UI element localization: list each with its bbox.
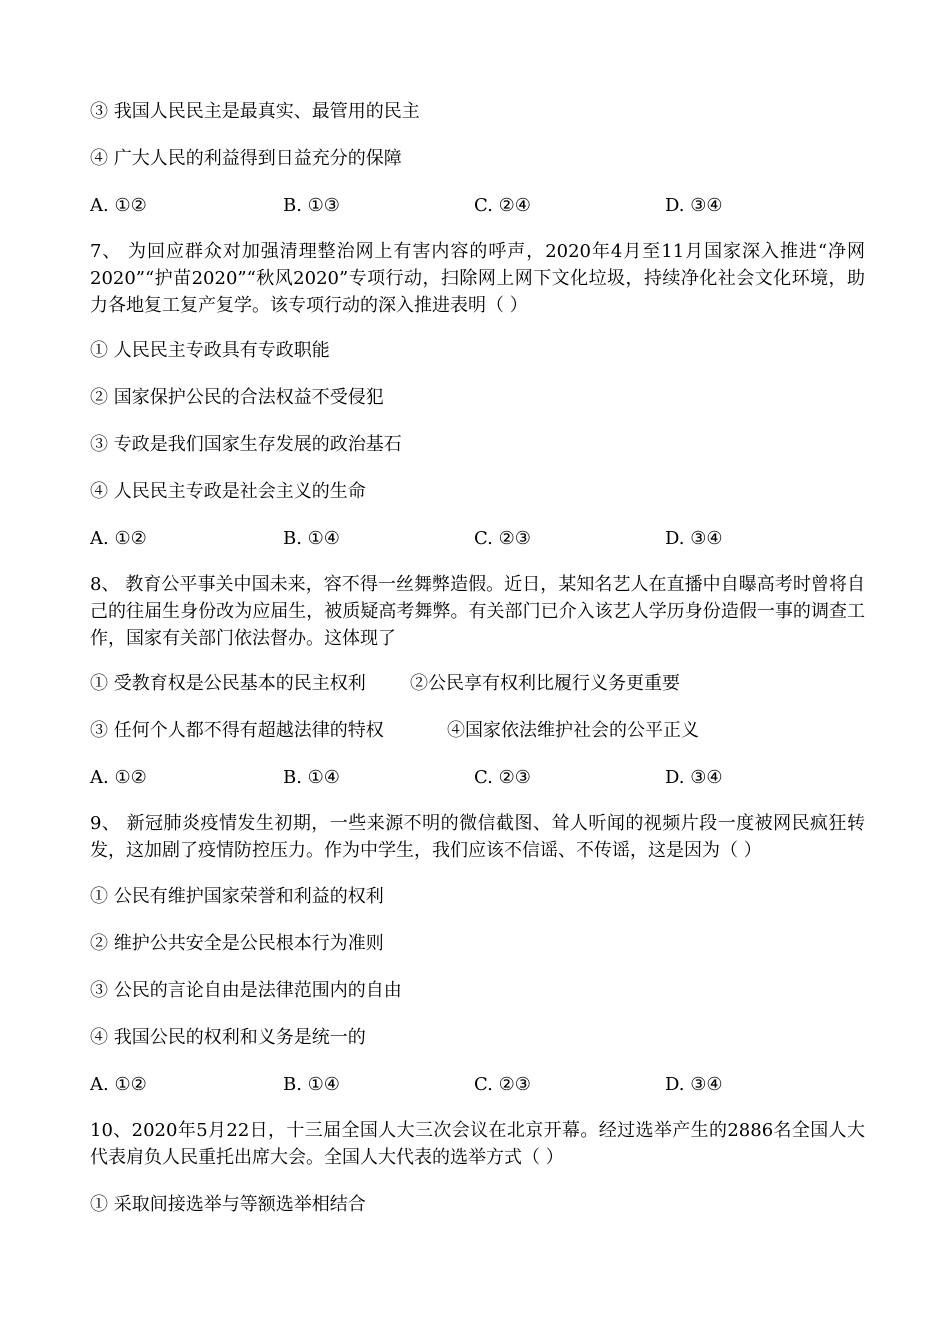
q8-stem: 8、 教育公平事关中国未来，容不得一丝舞弊造假。近日，某知名艺人在直播中自曝高考时曾将自己的往届生身份改为应届生，被质疑高考舞弊。有关部门已介入该艺人学历身份造假一事的调查工作，国家有关部门依法督办。这体现了 (90, 574, 865, 649)
q6-option-a[interactable]: A. ①② (90, 195, 147, 216)
q8-option-b[interactable]: B. ①④ (283, 767, 340, 788)
q8-option-d[interactable]: D. ③④ (665, 767, 723, 788)
q9-option-b[interactable]: B. ①④ (283, 1074, 340, 1095)
q7-option-c[interactable]: C. ②③ (474, 528, 531, 549)
q6-statement-4: ④ 广大人民的利益得到日益充分的保障 (90, 148, 402, 169)
q9-option-a[interactable]: A. ①② (90, 1074, 147, 1095)
q7-option-a[interactable]: A. ①② (90, 528, 147, 549)
q10-statement-1: ① 采取间接选举与等额选举相结合 (90, 1194, 366, 1215)
q9-statement-4: ④ 我国公民的权利和义务是统一的 (90, 1027, 366, 1048)
q9-option-c[interactable]: C. ②③ (474, 1074, 531, 1095)
q8-option-c[interactable]: C. ②③ (474, 767, 531, 788)
q9-statement-2: ② 维护公共安全是公民根本行为准则 (90, 933, 384, 954)
q7-stem: 7、 为回应群众对加强清理整治网上有害内容的呼声，2020年4月至11月国家深入推进“净网2020”“护苗2020”“秋风2020”专项行动，扫除网上网下文化垃圾，持续净化社会文化环境，助力各地复工复产复学。该专项行动的深入推进表明（ ） (90, 241, 865, 316)
q8-statement-2: ②公民享有权利比履行义务更重要 (410, 673, 680, 694)
q7-statement-3: ③ 专政是我们国家生存发展的政治基石 (90, 434, 402, 455)
q6-statement-3: ③ 我国人民民主是最真实、最管用的民主 (90, 101, 420, 122)
q9-option-d[interactable]: D. ③④ (665, 1074, 723, 1095)
q10-stem: 10、2020年5月22日，十三届全国人大三次会议在北京开幕。经过选举产生的2886名全国人大代表肩负人民重托出席大会。全国人大代表的选举方式（ ） (90, 1120, 865, 1168)
q6-option-c[interactable]: C. ②④ (474, 195, 531, 216)
q7-statement-2: ② 国家保护公民的合法权益不受侵犯 (90, 387, 384, 408)
q9-statement-3: ③ 公民的言论自由是法律范围内的自由 (90, 980, 402, 1001)
q8-option-a[interactable]: A. ①② (90, 767, 147, 788)
q7-option-d[interactable]: D. ③④ (665, 528, 723, 549)
q6-option-d[interactable]: D. ③④ (665, 195, 723, 216)
q9-statement-1: ① 公民有维护国家荣誉和利益的权利 (90, 886, 384, 907)
q8-statement-4: ④国家依法维护社会的公平正义 (447, 720, 699, 741)
q6-option-b[interactable]: B. ①③ (283, 195, 340, 216)
q8-statement-1: ① 受教育权是公民基本的民主权利 (90, 673, 366, 694)
q9-stem: 9、 新冠肺炎疫情发生初期，一些来源不明的微信截图、耸人听闻的视频片段一度被网民疯狂转发，这加剧了疫情防控压力。作为中学生，我们应该不信谣、不传谣，这是因为（ ） (90, 813, 865, 861)
q7-option-b[interactable]: B. ①④ (283, 528, 340, 549)
q7-statement-4: ④ 人民民主专政是社会主义的生命 (90, 481, 366, 502)
q7-statement-1: ① 人民民主专政具有专政职能 (90, 340, 330, 361)
q8-statement-3: ③ 任何个人都不得有超越法律的特权 (90, 720, 384, 741)
